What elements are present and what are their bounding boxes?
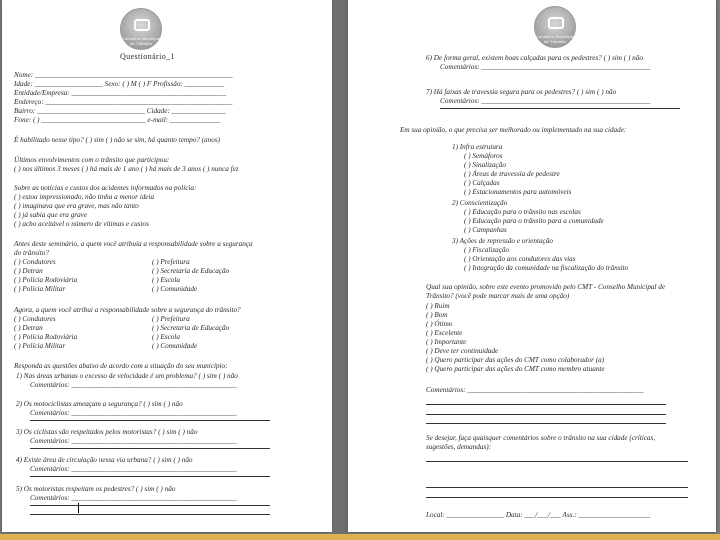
question-ultimos: Últimos envolvimentos com o trânsito que participou: bbox=[14, 156, 170, 164]
option: ( ) Ótimo bbox=[426, 320, 453, 328]
building-icon bbox=[548, 17, 564, 29]
question-5: 5) Os motoristas respeitam os pedestres? ( ) sim ( ) não bbox=[16, 485, 176, 493]
logo-text: Conselho Municipal de Trânsito bbox=[121, 36, 161, 46]
comment-5: Comentários: ______________________________________________ bbox=[30, 494, 237, 502]
field-phone: Fone: ( ) _____________________________ e-mail: ______________ bbox=[14, 116, 221, 124]
question-4: 4) Existe área de circulação nessa via urbana? ( ) sim ( ) não bbox=[16, 456, 193, 464]
building-icon bbox=[134, 19, 150, 31]
bottom-bar bbox=[0, 534, 720, 540]
option: ( ) Secretaria de Educação bbox=[152, 267, 230, 275]
option: ( ) Bom bbox=[426, 311, 448, 319]
answer-line bbox=[30, 505, 270, 506]
council-logo bbox=[534, 6, 576, 48]
option: ( ) já sabia que era grave bbox=[14, 211, 88, 219]
answer-line bbox=[426, 497, 688, 498]
option: ( ) Semáforos bbox=[464, 152, 503, 160]
comment-6: Comentários: _______________________________________________ bbox=[440, 63, 651, 71]
question-municipio: Responda as questões abaixo de acordo com a situação do seu município: bbox=[14, 362, 228, 370]
group-label: 1) Infra estrutura bbox=[452, 143, 503, 151]
comments-label: Comentários: _________________________________________________ bbox=[426, 386, 644, 394]
question-opiniao: Qual sua opinião, sobre este evento promovido pelo CMT - Conselho Municipal de bbox=[426, 283, 666, 291]
option: ( ) Importante bbox=[426, 338, 467, 346]
text-cursor bbox=[78, 503, 79, 513]
page-2 bbox=[348, 0, 716, 532]
option: ( ) Prefeitura bbox=[152, 258, 190, 266]
question-3: 3) Os ciclistas são respeitados pelos motoristas? ( ) sim ( ) não bbox=[16, 428, 198, 436]
option: ( ) Ruim bbox=[426, 302, 450, 310]
answer-line bbox=[30, 448, 270, 449]
option: ( ) acho aceitável o número de vítimas e custos bbox=[14, 220, 149, 228]
option: ( ) Quero participar das ações do CMT como membro atuante bbox=[426, 365, 605, 373]
field-district: Bairro: ______________________________ Cidade: _______________ bbox=[14, 107, 226, 115]
option: ( ) Integração da comunidade na fiscalização do trânsito bbox=[464, 264, 629, 272]
answer-line bbox=[440, 108, 680, 109]
comment-2: Comentários: ______________________________________________ bbox=[30, 409, 237, 417]
field-address: Endereço: ____________________________________________________ bbox=[14, 98, 233, 106]
footer-signature: Local: ________________ Data: ___/___/___ Ass.: ____________________ bbox=[426, 511, 651, 519]
option: ( ) Detran bbox=[14, 267, 43, 275]
free-comments-prompt: Se desejar, faça quaisquer comentários sobre o trânsito na sua cidade (críticas, bbox=[426, 434, 656, 442]
option: ( ) estou impressionado, não tinha a menor ideia bbox=[14, 193, 155, 201]
option: ( ) Fiscalização bbox=[464, 246, 510, 254]
field-entity: Entidade/Empresa: ___________________________________________ bbox=[14, 89, 226, 97]
comment-1: Comentários: ______________________________________________ bbox=[30, 381, 237, 389]
option: ( ) Secretaria de Educação bbox=[152, 324, 230, 332]
option: ( ) Quero participar das ações do CMT como colaborador (a) bbox=[426, 356, 605, 364]
option: ( ) Educação para o trânsito para a comunidade bbox=[464, 217, 604, 225]
option: ( ) Estacionamentos para automóveis bbox=[464, 188, 572, 196]
question-melhorado: Em sua opinião, o que precisa ser melhorado ou implementado na sua cidade: bbox=[400, 126, 627, 134]
answer-line bbox=[426, 423, 666, 424]
answer-line bbox=[30, 476, 270, 477]
question-opiniao-line2: Trânsito? (você pode marcar mais de uma opção) bbox=[426, 292, 570, 300]
field-age-sex: Idade: ___________________ Sexo: ( ) M ( ) F Profissão: ___________ bbox=[14, 80, 225, 88]
option: ( ) Escola bbox=[152, 333, 180, 341]
page-gutter bbox=[333, 0, 347, 540]
comment-7: Comentários: _______________________________________________ bbox=[440, 97, 651, 105]
answer-line bbox=[426, 461, 688, 462]
question-responsabilidade-line2: do trânsito? bbox=[14, 249, 49, 257]
option: ( ) Comunidade bbox=[152, 342, 198, 350]
council-logo bbox=[120, 8, 162, 50]
option: ( ) imaginava que era grave, mas não tanto bbox=[14, 202, 139, 210]
field-name: Nome: _______________________________________________________ bbox=[14, 71, 233, 79]
option: ( ) Escola bbox=[152, 276, 180, 284]
question-habilitado: É habilitado nesse tipo? ( ) sim ( ) não se sim, há quanto tempo? (anos) bbox=[14, 136, 221, 144]
question-ultimos-options: ( ) nos últimos 3 meses ( ) há mais de 1 ano ( ) há mais de 3 anos ( ) nunca fez bbox=[14, 165, 239, 173]
free-comments-prompt-line2: sugestões, demandas): bbox=[426, 443, 492, 451]
question-6: 6) De forma geral, existem boas calçadas para os pedestres? ( ) sim ( ) não bbox=[426, 54, 643, 62]
option: ( ) Deve ter continuidade bbox=[426, 347, 499, 355]
option: ( ) Condutores bbox=[14, 258, 56, 266]
option: ( ) Polícia Militar bbox=[14, 342, 66, 350]
option: ( ) Áreas de travessia de pedestre bbox=[464, 170, 560, 178]
option: ( ) Sinalização bbox=[464, 161, 506, 169]
answer-line bbox=[30, 420, 270, 421]
question-agora: Agora, a quem você atribui a responsabilidade sobre a segurança do trânsito? bbox=[14, 306, 241, 314]
option: ( ) Campanhas bbox=[464, 226, 507, 234]
option: ( ) Condutores bbox=[14, 315, 56, 323]
answer-line bbox=[30, 514, 270, 515]
question-1: 1) Nas áreas urbanas o excesso de velocidade é um problema? ( ) sim ( ) não bbox=[16, 372, 238, 380]
group-label: 2) Conscientização bbox=[452, 199, 508, 207]
answer-line bbox=[426, 487, 688, 488]
group-label: 3) Ações de repressão e orientação bbox=[452, 237, 553, 245]
option: ( ) Calçadas bbox=[464, 179, 500, 187]
option: ( ) Polícia Rodoviária bbox=[14, 333, 78, 341]
question-2: 2) Os motociclistas ameaçam a segurança? ( ) sim ( ) não bbox=[16, 400, 183, 408]
option: ( ) Prefeitura bbox=[152, 315, 190, 323]
page-1 bbox=[2, 0, 332, 532]
option: ( ) Excelente bbox=[426, 329, 463, 337]
comment-4: Comentários: ______________________________________________ bbox=[30, 465, 237, 473]
option: ( ) Educação para o trânsito nas escolas bbox=[464, 208, 581, 216]
option: ( ) Comunidade bbox=[152, 285, 198, 293]
logo-text: Conselho Municipal de Trânsito bbox=[535, 34, 575, 44]
question-responsabilidade: Antes deste seminário, a quem você atribuía a responsabilidade sobre a segurança bbox=[14, 240, 253, 248]
answer-line bbox=[426, 404, 666, 405]
answer-line bbox=[426, 414, 666, 415]
option: ( ) Detran bbox=[14, 324, 43, 332]
comment-3: Comentários: ______________________________________________ bbox=[30, 437, 237, 445]
option: ( ) Orientação aos condutores das vias bbox=[464, 255, 576, 263]
page-title: Questionário_1 bbox=[120, 52, 175, 61]
option: ( ) Polícia Militar bbox=[14, 285, 66, 293]
question-7: 7) Há faixas de travessia segura para os pedestres? ( ) sim ( ) não bbox=[426, 88, 617, 96]
option: ( ) Polícia Rodoviária bbox=[14, 276, 78, 284]
question-noticias: Sobre as notícias e custos dos acidentes informados na polícia: bbox=[14, 184, 197, 192]
